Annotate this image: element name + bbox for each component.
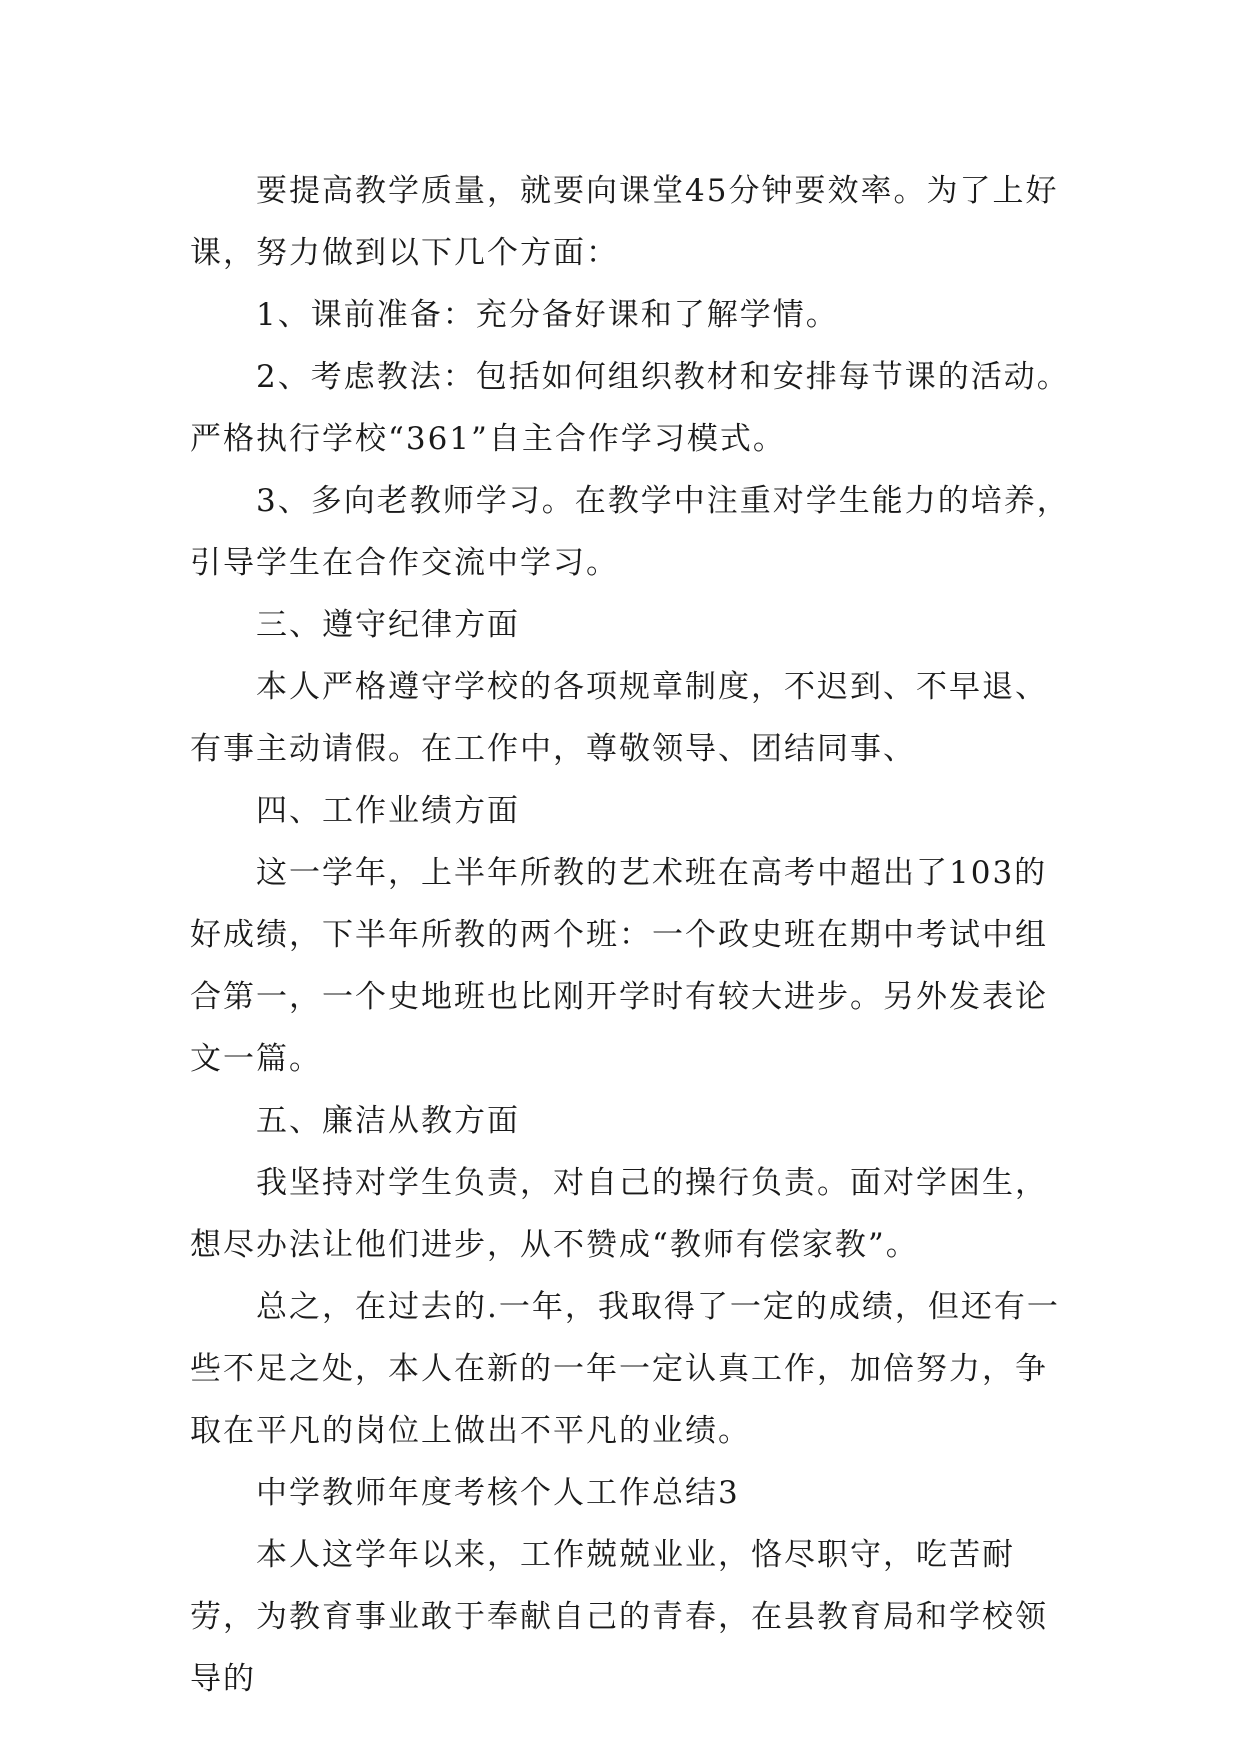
paragraph-summary: 总之，在过去的.一年，我取得了一定的成绩，但还有一些不足之处，本人在新的一年一定认真工作，加倍努力，争取在平凡的岗位上做出不平凡的业绩。 bbox=[190, 1289, 1060, 1449]
paragraph-teaching-quality: 要提高教学质量，就要向课堂45分钟要效率。为了上好课，努力做到以下几个方面： bbox=[190, 173, 1059, 271]
paragraph-performance: 这一学年，上半年所教的艺术班在高考中超出了103的好成绩，下半年所教的两个班：一个政史班在期中考试中组合第一，一个史地班也比刚开学时有较大进步。另外发表论文一篇。 bbox=[190, 855, 1048, 1077]
section-heading-integrity: 五、廉洁从教方面 bbox=[256, 1103, 520, 1139]
document-title: 中学教师年度考核个人工作总结3 bbox=[256, 1475, 740, 1511]
paragraph-integrity: 我坚持对学生负责，对自己的操行负责。面对学困生，想尽办法让他们进步，从不赞成“教师有偿家教”。 bbox=[190, 1165, 1048, 1263]
paragraph-item-2: 2、考虑教法：包括如何组织教材和安排每节课的活动。严格执行学校“361”自主合作学习模式。 bbox=[190, 359, 1070, 457]
paragraph-intro: 本人这学年以来，工作兢兢业业，恪尽职守，吃苦耐劳，为教育事业敢于奉献自己的青春，在县教育局和学校领导的 bbox=[190, 1537, 1048, 1697]
section-heading-discipline: 三、遵守纪律方面 bbox=[256, 607, 520, 643]
document-body bbox=[190, 160, 1070, 1710]
paragraph-item-1: 1、课前准备：充分备好课和了解学情。 bbox=[256, 297, 839, 333]
section-heading-performance: 四、工作业绩方面 bbox=[256, 793, 520, 829]
paragraph-item-3: 3、多向老教师学习。在教学中注重对学生能力的培养，引导学生在合作交流中学习。 bbox=[190, 483, 1070, 581]
paragraph-discipline: 本人严格遵守学校的各项规章制度，不迟到、不早退、有事主动请假。在工作中，尊敬领导、团结同事、 bbox=[190, 669, 1048, 767]
